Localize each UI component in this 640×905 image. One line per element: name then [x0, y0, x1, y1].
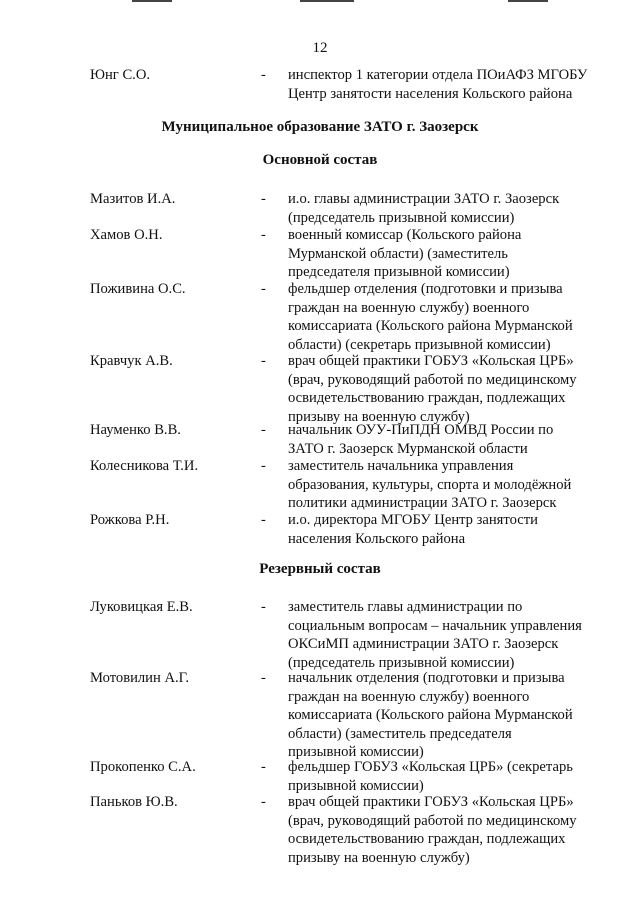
member-name: Колесникова Т.И.: [90, 458, 199, 474]
description-line: населения Кольского района: [288, 530, 466, 547]
page-number: 12: [312, 40, 328, 56]
description-line: (врач, руководящий работой по медицинскому: [288, 812, 577, 829]
member-name: Кравчук А.В.: [90, 353, 173, 369]
description-line: образования, культуры, спорта и молодёжной: [288, 476, 572, 493]
description-line: области) (секретарь призывной комиссии): [288, 336, 551, 353]
description-line: (председатель призывной комиссии): [288, 209, 515, 226]
member-dash: -: [261, 281, 266, 297]
description-line: (председатель призывной комиссии): [288, 654, 515, 671]
member-description: [288, 66, 598, 103]
description-line: и.о. главы администрации ЗАТО г. Заозерск: [288, 191, 560, 207]
member-description: [288, 511, 598, 548]
member-description: [288, 793, 598, 867]
description-line: начальник отделения (подготовки и призыва: [288, 670, 565, 686]
member-description: [288, 669, 598, 762]
description-line: политики администрации ЗАТО г. Заозерск: [288, 495, 557, 512]
member-description: [288, 226, 598, 282]
description-line: фельдшер ГОБУЗ «Кольская ЦРБ» (секретарь: [288, 759, 573, 775]
member-description: [288, 352, 598, 426]
member-dash: -: [261, 759, 266, 775]
municipality-heading: Муниципальное образование ЗАТО г. Заозерск: [161, 119, 479, 135]
description-line: инспектор 1 категории отдела ПОиАФЗ МГОБУ: [288, 67, 588, 83]
description-line: врач общей практики ГОБУЗ «Кольская ЦРБ»: [288, 794, 574, 810]
member-name: Паньков Ю.В.: [90, 794, 178, 810]
member-dash: -: [261, 67, 266, 83]
description-line: ОКСиМП администрации ЗАТО г. Заозерск: [288, 636, 559, 653]
description-line: и.о. директора МГОБУ Центр занятости: [288, 512, 538, 528]
member-description: [288, 190, 598, 227]
member-name: Юнг С.О.: [90, 67, 151, 83]
description-line: социальным вопросам – начальник управления: [288, 617, 582, 634]
member-name: Рожкова Р.Н.: [90, 512, 170, 528]
description-line: (врач, руководящий работой по медицинскому: [288, 371, 577, 388]
description-line: области) (заместитель председателя: [288, 725, 512, 742]
member-description: [288, 280, 598, 354]
member-dash: -: [261, 191, 266, 207]
member-name: Науменко В.В.: [90, 422, 181, 438]
description-line: призыву на военную службу): [288, 849, 470, 866]
member-name: Мазитов И.А.: [90, 191, 176, 207]
member-description: [288, 758, 598, 795]
member-description: [288, 598, 598, 672]
member-name: Мотовилин А.Г.: [90, 670, 190, 686]
member-dash: -: [261, 422, 266, 438]
description-line: ЗАТО г. Заозерск Мурманской области: [288, 440, 528, 457]
description-line: освидетельствованию граждан, подлежащих: [288, 831, 566, 848]
description-line: призыву на военную службу): [288, 408, 470, 425]
description-line: Мурманской области) (заместитель: [288, 245, 508, 262]
description-line: освидетельствованию граждан, подлежащих: [288, 390, 566, 407]
member-dash: -: [261, 353, 266, 369]
description-line: комиссариата (Кольского района Мурманской: [288, 707, 573, 724]
description-line: военный комиссар (Кольского района: [288, 227, 522, 243]
member-description: [288, 457, 598, 513]
member-name: Луковицкая Е.В.: [90, 599, 193, 615]
member-description: [288, 421, 598, 458]
description-line: Центр занятости населения Кольского района: [288, 85, 573, 102]
description-line: врач общей практики ГОБУЗ «Кольская ЦРБ»: [288, 353, 574, 369]
member-dash: -: [261, 599, 266, 615]
member-name: Прокопенко С.А.: [90, 759, 196, 775]
description-line: граждан на военную службу) военного: [288, 299, 530, 316]
top-rule-center: [300, 0, 354, 2]
member-dash: -: [261, 512, 266, 528]
member-dash: -: [261, 794, 266, 810]
description-line: призывной комиссии): [288, 777, 424, 794]
description-line: заместитель начальника управления: [288, 458, 514, 474]
member-dash: -: [261, 458, 266, 474]
member-dash: -: [261, 227, 266, 243]
description-line: заместитель главы администрации по: [288, 599, 523, 615]
top-rule-left: [132, 0, 172, 2]
member-dash: -: [261, 670, 266, 686]
description-line: фельдшер отделения (подготовки и призыва: [288, 281, 563, 297]
member-name: Поживина О.С.: [90, 281, 186, 297]
description-line: начальник ОУУ-ПиПДН ОМВД России по: [288, 422, 554, 438]
main-composition-heading: Основной состав: [262, 152, 378, 168]
reserve-composition-heading: Резервный состав: [259, 561, 381, 577]
description-line: призывной комиссии): [288, 744, 424, 761]
top-rule-right: [508, 0, 548, 2]
description-line: председателя призывной комиссии): [288, 264, 510, 281]
description-line: граждан на военную службу) военного: [288, 688, 530, 705]
member-name: Хамов О.Н.: [90, 227, 163, 243]
description-line: комиссариата (Кольского района Мурманской: [288, 318, 573, 335]
